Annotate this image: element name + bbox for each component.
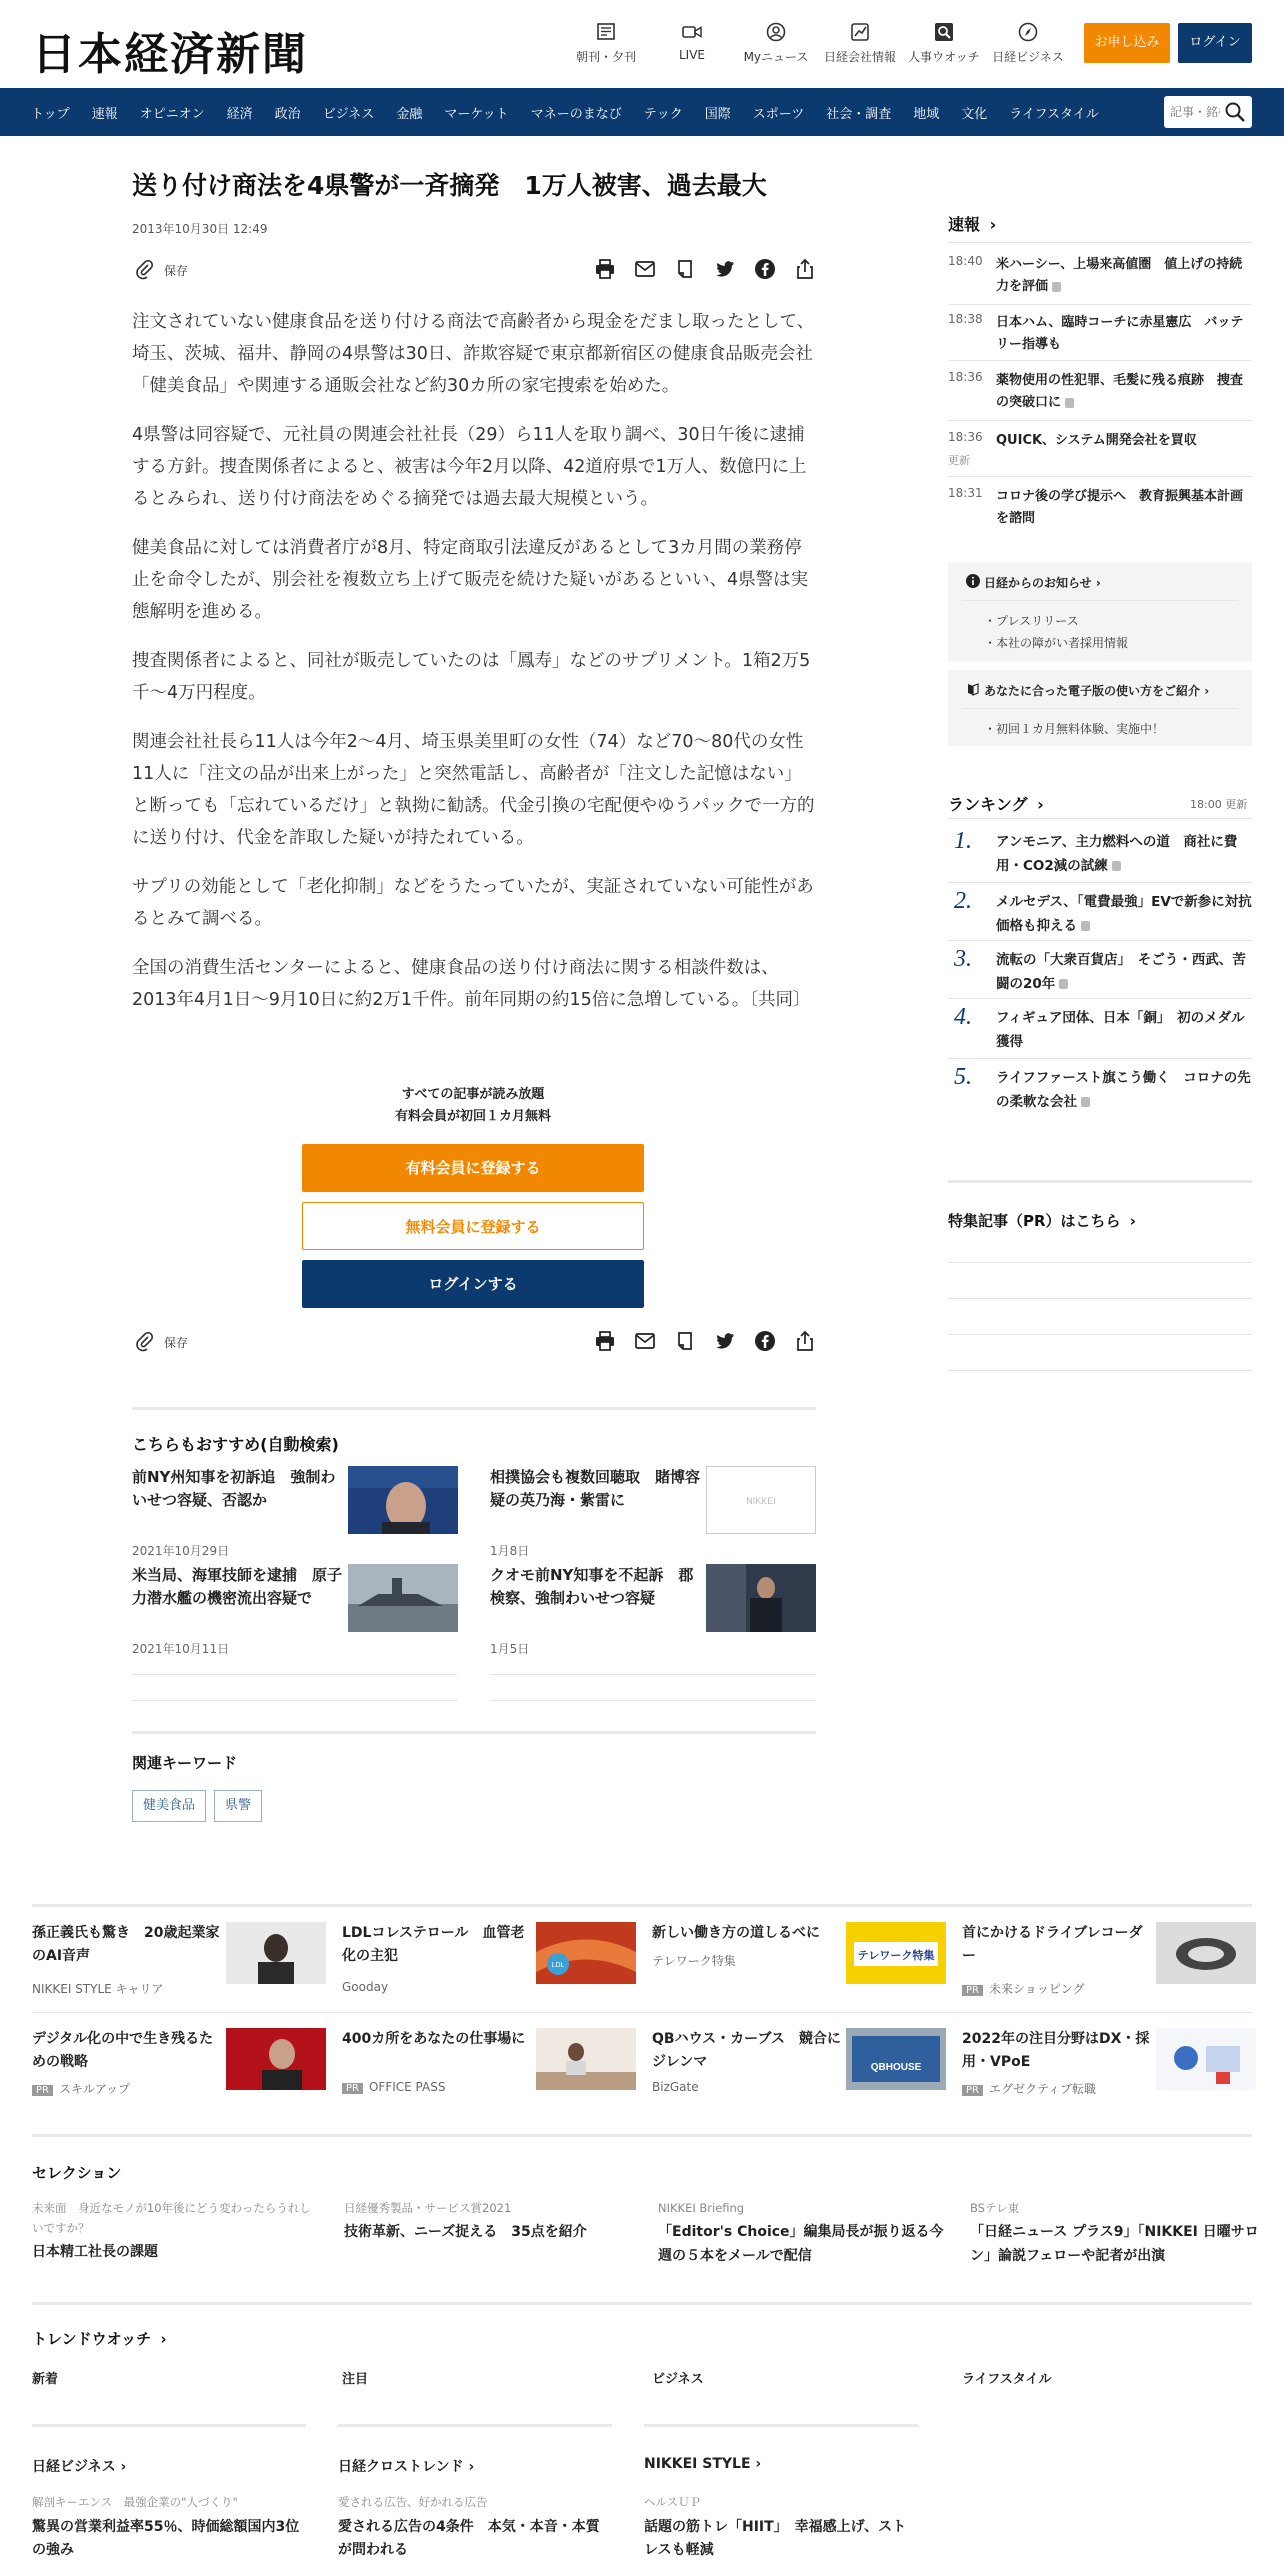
divider xyxy=(962,708,1238,709)
pr-heading[interactable]: 特集記事（PR）はこちら › xyxy=(948,1212,1136,1230)
divider xyxy=(948,1058,1252,1059)
chevron-right-icon: › xyxy=(160,2330,167,2348)
main-nav xyxy=(0,88,1284,136)
recommend-photo xyxy=(348,1564,458,1632)
divider xyxy=(132,1731,816,1734)
selection-item[interactable] xyxy=(32,2198,322,2264)
clip-note-icon[interactable] xyxy=(674,1330,696,1352)
lock-icon xyxy=(1081,921,1090,931)
chevron-right-icon: › xyxy=(989,215,997,234)
clip-note-icon[interactable] xyxy=(674,258,696,280)
promo-title: 新しい働き方の道しるべに xyxy=(652,1925,820,1941)
divider xyxy=(644,2424,918,2427)
chart-icon xyxy=(849,22,871,42)
recommend-date: 2021年10月11日 xyxy=(132,1642,230,1656)
selection-label: 日経優秀製品・サービス賞2021 xyxy=(344,2201,512,2215)
promo-item[interactable] xyxy=(962,1922,1262,2002)
article-paragraph: 捜査関係者によると、同社が販売していたのは「鳳寿」などのサプリメント。1箱2万5千～4万円程度。 xyxy=(132,651,811,703)
promo-title: 400カ所をあなたの仕事場に xyxy=(342,2031,526,2047)
nav-item-finance[interactable]: 金融 xyxy=(396,106,423,122)
nav-item-top[interactable]: トップ xyxy=(31,106,70,122)
ranking-heading[interactable]: ランキング › xyxy=(948,795,1044,814)
user-icon xyxy=(765,22,787,42)
recommend-date: 1月5日 xyxy=(490,1642,530,1656)
video-icon xyxy=(681,22,703,42)
divider xyxy=(948,420,1252,421)
keyword-tag[interactable]: 健美食品 xyxy=(132,1790,206,1822)
recommend-date: 1月8日 xyxy=(490,1544,530,1558)
media-item[interactable] xyxy=(32,2492,304,2562)
article-paragraph: サプリの効能として「老化抑制」などをうたっていたが、実証されていない可能性があるとみて調べる。 xyxy=(132,877,814,929)
promo-image xyxy=(1156,2028,1256,2090)
trend-tab-lifestyle[interactable]: ライフスタイル xyxy=(962,2372,1052,2387)
divider xyxy=(948,242,1252,243)
divider xyxy=(962,600,1238,601)
save-button[interactable] xyxy=(136,260,188,280)
promo-image-text: LDL xyxy=(551,1962,565,1969)
nav-live-label: LIVE xyxy=(678,48,705,62)
divider xyxy=(948,882,1252,883)
lock-icon xyxy=(1112,861,1121,871)
search-box xyxy=(1164,96,1252,128)
divider xyxy=(948,1298,1252,1299)
media-label: 愛される広告、好かれる広告 xyxy=(338,2495,488,2509)
flash-title: 日本ハム、臨時コーチに赤星憲広 バッテリー指導も xyxy=(996,315,1244,352)
chevron-right-icon: › xyxy=(755,2456,762,2472)
promo-source: PR 未来ショッピング xyxy=(962,1980,1085,1997)
selection-item[interactable] xyxy=(344,2198,634,2244)
compass-icon xyxy=(1017,22,1039,42)
pr-badge: PR xyxy=(342,2083,363,2094)
nikkei-notice-box xyxy=(948,562,1252,662)
nav-mynews[interactable] xyxy=(736,22,816,65)
nav-item-lifestyle[interactable]: ライフスタイル xyxy=(1009,106,1099,122)
promo-image-text: テレワーク特集 xyxy=(857,1949,935,1962)
promo-source: NIKKEI STYLE キャリア xyxy=(32,1982,164,1996)
info-icon xyxy=(966,574,980,588)
paywall-login-button[interactable]: ログインする xyxy=(302,1260,644,1308)
promo-item[interactable] xyxy=(32,1922,332,2002)
lock-icon xyxy=(1065,398,1074,408)
nikkei-placeholder-image xyxy=(706,1466,816,1534)
recommend-photo xyxy=(348,1466,458,1534)
ranking-title: アンモニア、主力燃料への道 商社に費用・CO2減の試練 xyxy=(996,834,1238,874)
promo-item[interactable] xyxy=(652,2028,952,2108)
lock-icon xyxy=(1081,1097,1090,1107)
promo-image xyxy=(226,1922,326,1984)
article-paragraph: 注文されていない健康食品を送り付ける商法で高齢者から現金をだまし取ったとして、埼玉、茨城、福井、静岡の4県警は30日、詐欺容疑で東京都新宿区の健康食品販売会社「健美食品」や関連する通販会社など約30カ所の家宅捜索を始めた。 xyxy=(132,312,815,396)
save-label: 保存 xyxy=(164,1335,189,1350)
nav-item-business[interactable]: ビジネス xyxy=(322,106,375,122)
divider xyxy=(490,1700,816,1701)
paperclip-icon xyxy=(136,1332,154,1352)
newspaper-icon xyxy=(595,22,617,42)
nav-personnel[interactable] xyxy=(904,22,984,65)
selection-label: BSテレ東 xyxy=(970,2201,1020,2215)
divider xyxy=(132,1700,458,1701)
divider xyxy=(948,304,1252,305)
book-icon xyxy=(966,682,980,696)
recommend-photo xyxy=(706,1564,816,1632)
flash-title: コロナ後の学び提示へ 教育振興基本計画を諮問 xyxy=(996,489,1244,526)
print-icon[interactable] xyxy=(594,258,616,280)
trend-tab-featured[interactable]: 注目 xyxy=(342,2372,369,2387)
selection-title: 「Editor's Choice」編集局長が振り返る今週の５本をメールで配信 xyxy=(658,2224,944,2264)
divider xyxy=(132,1674,458,1675)
apply-button[interactable]: お申し込み xyxy=(1084,23,1170,63)
selection-item[interactable] xyxy=(970,2198,1260,2268)
keyword-tag[interactable]: 県警 xyxy=(214,1790,262,1822)
ranking-title: 流転の「大衆百貨店」 そごう・西武、苦闘の20年 xyxy=(996,952,1246,992)
promo-title: デジタル化の中で生き残るための戦略 xyxy=(32,2031,214,2070)
nav-personnel-label: 人事ウオッチ xyxy=(908,50,980,64)
nav-item-international[interactable]: 国際 xyxy=(704,106,731,122)
recommend-item[interactable] xyxy=(132,1564,458,1654)
ranking-number: 1. xyxy=(954,828,972,854)
divider xyxy=(948,1262,1252,1263)
promo-source: BizGate xyxy=(652,2080,699,2094)
promo-title: 2022年の注目分野はDX・採用・VPoE xyxy=(962,2031,1150,2070)
divider xyxy=(338,2424,612,2427)
search-input[interactable] xyxy=(1170,102,1220,122)
promo-title: QBハウス・カーブス 競合にジレンマ xyxy=(652,2031,841,2070)
media-heading[interactable]: 日経クロストレンド › xyxy=(338,2459,475,2475)
nav-item-region[interactable]: 地域 xyxy=(913,106,940,122)
media-title: 話題の筋トレ「HIIT」 幸福感上げ、ストレスも軽減 xyxy=(644,2519,907,2558)
promo-source: PR スキルアップ xyxy=(32,2080,130,2097)
nav-item-politics[interactable]: 政治 xyxy=(274,106,301,122)
ranking-number: 5. xyxy=(954,1064,972,1090)
trend-tab-business[interactable]: ビジネス xyxy=(652,2372,704,2387)
nikkei-logo[interactable]: 日本経済新聞 xyxy=(32,29,308,80)
paywall xyxy=(302,1084,644,1308)
media-item[interactable] xyxy=(644,2492,916,2562)
notice-item[interactable]: ・初回１カ月無料体験、実施中！ xyxy=(984,722,1165,736)
service-notice-box xyxy=(948,670,1252,746)
nav-item-money[interactable]: マネーのまなび xyxy=(530,106,622,122)
trend-tab-new[interactable]: 新着 xyxy=(32,2372,59,2387)
selection-title: 「日経ニュース プラス9」「NIKKEI 日曜サロン」論説フェローや記者が出演 xyxy=(970,2224,1259,2264)
mail-icon[interactable] xyxy=(634,1330,656,1352)
register-free-button[interactable]: 無料会員に登録する xyxy=(302,1202,644,1250)
promo-image xyxy=(536,1922,636,1984)
promo-image xyxy=(226,2028,326,2090)
media-title: 驚異の営業利益率55％、時価総額国内3位の強み xyxy=(32,2519,300,2558)
divider xyxy=(948,1180,1252,1183)
twitter-icon[interactable] xyxy=(714,258,736,280)
selection-label: NIKKEI Briefing xyxy=(658,2201,745,2215)
ranking-number: 2. xyxy=(954,888,972,914)
share-icon[interactable] xyxy=(794,1330,816,1352)
recommend-item[interactable] xyxy=(490,1564,816,1654)
divider xyxy=(948,476,1252,477)
nav-item-economy[interactable]: 経済 xyxy=(226,106,253,122)
recommend-title: 前NY州知事を初訴追 強制わいせつ容疑、否認か xyxy=(132,1468,336,1509)
divider xyxy=(948,940,1252,941)
login-button[interactable]: ログイン xyxy=(1178,23,1252,63)
nav-nikkei-business[interactable] xyxy=(988,22,1068,65)
article-date: 2013年10月30日 12:49 xyxy=(132,222,268,236)
paywall-line1: すべての記事が読み放題 xyxy=(401,1087,545,1102)
chevron-right-icon: › xyxy=(1204,684,1210,698)
nav-mynews-label: Myニュース xyxy=(743,50,809,64)
flash-title: QUICK、システム開発会社を買収 xyxy=(996,433,1197,448)
selection-label: 未来面 身近なモノが10年後にどう変わったらうれしいですか？ xyxy=(32,2201,311,2235)
article-title: 送り付け商法を4県警が一斉摘発 1万人被害、過去最大 xyxy=(132,171,767,200)
flash-time: 18:36 xyxy=(948,370,983,384)
promo-source: テレワーク特集 xyxy=(652,1954,736,1968)
promo-item[interactable] xyxy=(342,1922,642,2002)
nav-newspaper-label: 朝刊・夕刊 xyxy=(575,50,636,64)
ranking-number: 4. xyxy=(954,1004,972,1030)
divider xyxy=(32,2134,1252,2137)
pr-badge: PR xyxy=(962,1985,983,1996)
nav-company-info-label: 日経会社情報 xyxy=(823,50,896,64)
promo-title: LDLコレステロール 血管老化の主犯 xyxy=(342,1925,525,1964)
article-body xyxy=(132,306,816,1033)
flash-time: 18:38 xyxy=(948,312,983,326)
nav-live[interactable] xyxy=(652,22,732,62)
pr-badge: PR xyxy=(32,2085,53,2096)
register-paid-button[interactable]: 有料会員に登録する xyxy=(302,1144,644,1192)
selection-heading: セレクション xyxy=(32,2164,122,2182)
promo-source: PR エグゼクティブ転職 xyxy=(962,2080,1096,2097)
chevron-right-icon: › xyxy=(1095,576,1101,590)
divider xyxy=(490,1674,816,1675)
paywall-line2: 有料会員が初回１カ月無料 xyxy=(394,1109,551,1124)
article-paragraph: 関連会社社長ら11人は今年2～4月、埼玉県美里町の女性（74）など70～80代の女性11人に「注文の品が出来上がった」と突然電話し、高齢者が「注文した記憶はない」と断っても「忘れているだけ」と執拗に勧誘。代金引換の宅配便やゆうパックで一方的に送り付け、代金を詐取した疑いが持たれている。 xyxy=(132,732,815,848)
flash-time: 18:31 xyxy=(948,486,983,500)
recommend-item[interactable] xyxy=(490,1466,816,1556)
recommend-title: クオモ前NY知事を不起訴 郡検察、強制わいせつ容疑 xyxy=(490,1566,694,1607)
divider xyxy=(32,2302,1252,2305)
promo-image xyxy=(1156,1922,1256,1984)
selection-item[interactable] xyxy=(658,2198,948,2268)
divider xyxy=(32,1904,1252,1907)
chevron-right-icon: › xyxy=(1129,1212,1136,1230)
nav-item-society[interactable]: 社会・調査 xyxy=(826,106,892,122)
notice-heading[interactable]: 日経からのお知らせ › xyxy=(984,576,1101,590)
divider xyxy=(948,360,1252,361)
search-icon[interactable] xyxy=(1224,101,1246,123)
lock-icon xyxy=(1052,282,1061,292)
chevron-right-icon: › xyxy=(1037,795,1044,814)
nav-company-info[interactable] xyxy=(820,22,900,65)
promo-source: Gooday xyxy=(342,1980,389,1994)
article-tools-top xyxy=(132,256,816,286)
pr-badge: PR xyxy=(962,2085,983,2096)
trend-heading[interactable]: トレンドウオッチ › xyxy=(32,2330,167,2348)
promo-item[interactable] xyxy=(652,1922,952,2002)
ranking-title: ライフファースト旗こう働く コロナの先の柔軟な会社 xyxy=(996,1070,1251,1110)
flash-time: 18:40 xyxy=(948,254,983,268)
keywords-heading: 関連キーワード xyxy=(132,1754,238,1772)
article-tools-bottom xyxy=(132,1328,816,1358)
nav-item-market[interactable]: マーケット xyxy=(444,106,509,122)
print-icon[interactable] xyxy=(594,1330,616,1352)
twitter-icon[interactable] xyxy=(714,1330,736,1352)
notice-heading[interactable]: あなたに合った電子版の使い方をご紹介 › xyxy=(984,684,1210,698)
paperclip-icon xyxy=(136,260,154,280)
nav-item-flash[interactable]: 速報 xyxy=(91,106,118,122)
recommend-heading: こちらもおすすめ(自動検索) xyxy=(132,1435,339,1454)
media-label: 解剖キーエンス 最強企業の"人づくり" xyxy=(32,2495,238,2509)
ranking-update-time: 18:00 更新 xyxy=(1190,798,1248,811)
article-paragraph: 全国の消費生活センターによると、健康食品の送り付け商法に関する相談件数は、2013年4月1日～9月10日に約2万1千件。前年同期の約15倍に急増している。〔共同〕 xyxy=(132,958,811,1010)
search-person-icon xyxy=(933,22,955,42)
promo-title: 首にかけるドライブレコーダー xyxy=(962,1925,1143,1964)
selection-title: 日本精工社長の課題 xyxy=(32,2244,158,2260)
nav-list xyxy=(20,88,1110,136)
nav-item-tech[interactable]: テック xyxy=(643,106,683,122)
recommend-item[interactable] xyxy=(132,1466,458,1556)
media-heading[interactable]: 日経ビジネス › xyxy=(32,2459,127,2475)
promo-title: 孫正義氏も驚き 20歳起業家のAI音声 xyxy=(32,1925,220,1964)
nav-item-sports[interactable]: スポーツ xyxy=(752,106,805,122)
share-icon[interactable] xyxy=(794,258,816,280)
nikkei-placeholder-logo: NIKKEI xyxy=(746,1496,776,1506)
flash-title: 米ハーシー、上場来高値圏 値上げの持続力を評価 xyxy=(996,257,1243,294)
site-header xyxy=(0,0,1284,88)
ranking-title: フィギュア団体、日本「銅」 初のメダル獲得 xyxy=(996,1010,1245,1050)
notice-item[interactable]: ・プレスリリース xyxy=(984,614,1079,628)
media-label: ヘルスＵＰ xyxy=(644,2495,702,2509)
facebook-icon[interactable] xyxy=(754,1330,776,1352)
divider xyxy=(32,2012,1252,2013)
media-item[interactable] xyxy=(338,2492,610,2562)
promo-item[interactable] xyxy=(32,2028,332,2108)
promo-source: PR OFFICE PASS xyxy=(342,2080,445,2094)
notice-item[interactable]: ・本社の障がい者採用情報 xyxy=(984,636,1129,650)
save-label: 保存 xyxy=(164,263,189,278)
recommend-title: 米当局、海軍技師を逮捕 原子力潜水艦の機密流出容疑で xyxy=(132,1566,343,1607)
promo-item[interactable] xyxy=(962,2028,1262,2108)
ranking-title: メルセデス、「電費最強」EVで新参に対抗 価格も抑える xyxy=(996,894,1266,934)
divider xyxy=(132,1407,816,1410)
media-title: 愛される広告の4条件 本気・本音・本質が問われる xyxy=(338,2519,600,2558)
recommend-title: 相撲協会も複数回聴取 賭博容疑の英乃海・紫雷に xyxy=(490,1468,701,1509)
flash-heading[interactable] xyxy=(948,212,996,235)
nav-item-opinion[interactable]: オピニオン xyxy=(139,106,205,122)
promo-image xyxy=(846,1922,946,1984)
article-paragraph: 健美食品に対しては消費者庁が8月、特定商取引法違反があるとして3カ月間の業務停止を命令したが、別会社を複数立ち上げて販売を続けた疑いがあるといい、4県警は実態解明を進める。 xyxy=(132,538,809,622)
promo-image xyxy=(846,2028,946,2090)
nav-item-culture[interactable]: 文化 xyxy=(961,106,988,122)
nav-nikkei-business-label: 日経ビジネス xyxy=(992,50,1064,64)
promo-image-text: QBHOUSE xyxy=(870,2062,922,2073)
promo-image xyxy=(536,2028,636,2090)
divider xyxy=(948,998,1252,999)
facebook-icon[interactable] xyxy=(754,258,776,280)
divider xyxy=(948,1334,1252,1335)
flash-heading-label: 速報 xyxy=(948,215,981,234)
recommend-date: 2021年10月29日 xyxy=(132,1544,230,1558)
chevron-right-icon: › xyxy=(120,2459,127,2475)
save-button[interactable] xyxy=(136,1332,188,1352)
flash-updated: 更新 xyxy=(948,454,970,467)
flash-time: 18:36 xyxy=(948,430,983,444)
divider xyxy=(948,1370,1252,1371)
promo-item[interactable] xyxy=(342,2028,642,2108)
chevron-right-icon: › xyxy=(468,2459,475,2475)
flash-title: 薬物使用の性犯罪、毛髪に残る痕跡 捜査の突破口に xyxy=(996,373,1244,410)
selection-title: 技術革新、ニーズ捉える 35点を紹介 xyxy=(344,2224,587,2240)
divider xyxy=(32,2424,306,2427)
media-heading[interactable]: NIKKEI STYLE › xyxy=(644,2456,762,2472)
lock-icon xyxy=(1059,979,1068,989)
ranking-number: 3. xyxy=(954,946,972,972)
mail-icon[interactable] xyxy=(634,258,656,280)
article-paragraph: 4県警は同容疑で、元社員の関連会社社長（29）ら11人を取り調べ、30日午後に逮捕する方針。捜査関係者によると、被害は今年2月以降、42道府県で1万人、数億円に上るとみられ、送り付け商法をめぐる摘発では過去最大規模という。 xyxy=(132,425,807,509)
divider xyxy=(948,818,1252,819)
nav-newspaper[interactable] xyxy=(566,22,646,65)
